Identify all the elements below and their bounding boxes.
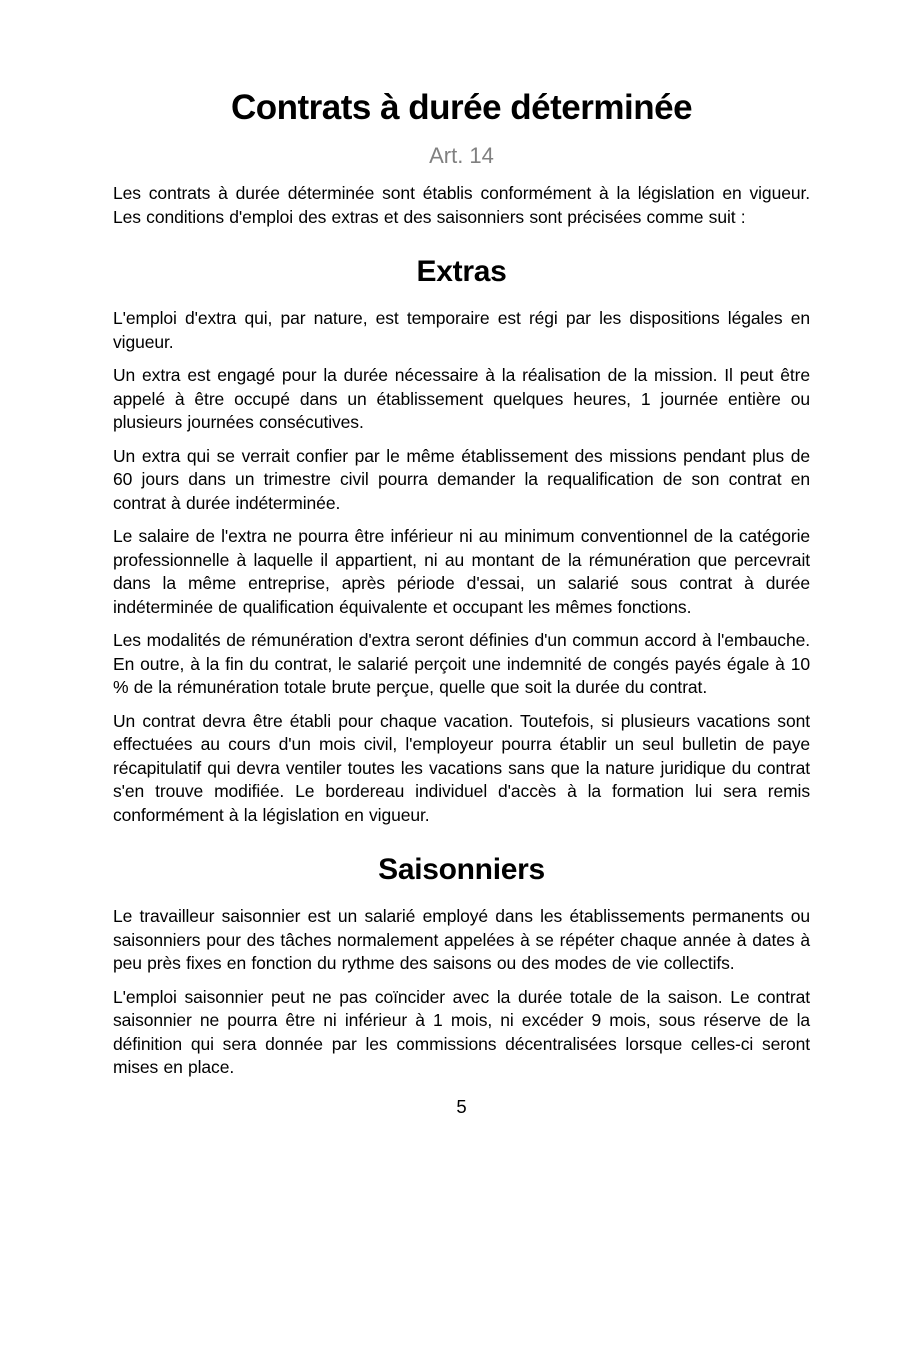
section-heading-saisonniers: Saisonniers (378, 853, 545, 886)
paragraph-extras-1: L'emploi d'extra qui, par nature, est temporaire est régi par les dispositions légales en vigueur. (113, 308, 810, 352)
paragraph-extras-2: Un extra est engagé pour la durée nécessaire à la réalisation de la mission. Il peut être appelé à être occupé dans un établissement quelques heures, 1 journée entière ou plusieurs journées consécutives. (113, 365, 810, 432)
paragraph-saisonniers-1: Le travailleur saisonnier est un salarié employé dans les établissements permanents ou saisonniers pour des tâches normalement appelées à se répéter chaque année à dates à peu près fixes en fonction du rythme des saisons ou des modes de vie collectifs. (113, 906, 810, 973)
paragraph-saisonniers-2: L'emploi saisonnier peut ne pas coïncider avec la durée totale de la saison. Le contrat saisonnier ne pourra être ni inférieur à 1 mois, ni excéder 9 mois, sous réserve de la définition qui sera donnée par les commissions décentralisées lorsque celles-ci seront mises en place. (113, 986, 810, 1077)
section-heading-extras: Extras (416, 255, 507, 288)
paragraph-extras-3: Un extra qui se verrait confier par le même établissement des missions pendant plus de 60 jours dans un trimestre civil pourra demander la requalification de son contrat en contrat à durée indéterminée. (113, 445, 810, 513)
paragraph-extras-5: Les modalités de rémunération d'extra seront définies d'un commun accord à l'embauche. En outre, à la fin du contrat, le salarié perçoit une indemnité de congés payés égale à 10 % de la rémunération totale brute perçue, quelle que soit la durée du contrat. (113, 630, 810, 697)
article-subtitle: Art. 14 (429, 143, 494, 168)
paragraph-extras-6: Un contrat devra être établi pour chaque vacation. Toutefois, si plusieurs vacations sont effectuées au cours d'un mois civil, l'employeur pourra établir un seul bulletin de paye récapitulatif qui devra ventiler toutes les vacations sans que la nature juridique du contrat s'en trouve modifiée. Le bordereau individuel d'accès à la formation lui sera remis conformément à la législation en vigueur. (113, 710, 810, 825)
page-number: 5 (456, 1095, 467, 1117)
paragraph-extras-4: Le salaire de l'extra ne pourra être inférieur ni au minimum conventionnel de la catégorie professionnelle à laquelle il appartient, ni au montant de la rémunération que percevrait dans la même entreprise, après période d'essai, un salarié sous contrat à durée indéterminée de qualification équivalente et occupant les mêmes fonctions. (113, 526, 810, 617)
intro-paragraph: Les contrats à durée déterminée sont établis conformément à la législation en vigueur. Les conditions d'emploi des extras et des saisonniers sont précisées comme suit : (113, 183, 810, 227)
page-title: Contrats à durée déterminée (230, 88, 693, 127)
